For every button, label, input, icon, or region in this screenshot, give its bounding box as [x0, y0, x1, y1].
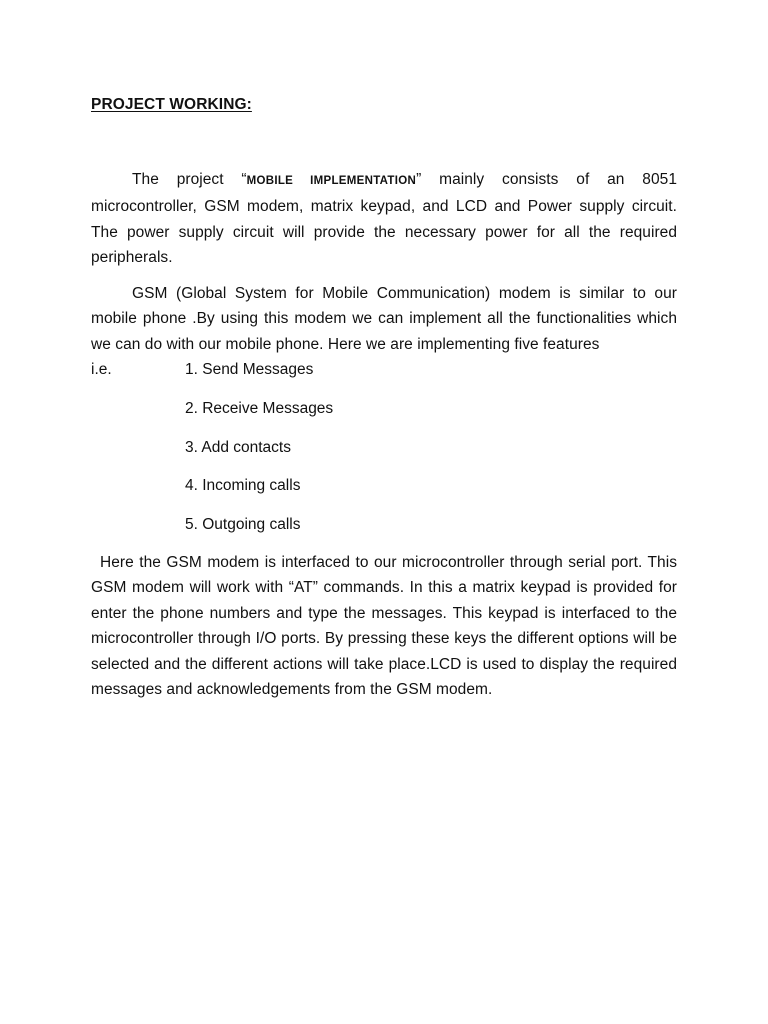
list-item: 5. Outgoing calls — [185, 516, 301, 533]
paragraph-intro — [91, 167, 677, 271]
paragraph-gsm — [91, 281, 677, 357]
paragraph-interface — [91, 550, 677, 702]
list-item: 4. Incoming calls — [185, 477, 301, 494]
list-prefix: i.e. — [91, 361, 112, 378]
paragraph-intro-lead: The project “ — [132, 171, 247, 188]
paragraph-intro-rest: ” mainly consists of an 8051 microcontroller, GSM modem, matrix keypad, and LCD and Power supply circuit. The power supply circuit will provide the necessary power for all the required peripherals. — [91, 171, 677, 267]
list-item: 2. Receive Messages — [185, 400, 334, 417]
page-title: PROJECT WORKING: — [91, 96, 252, 113]
features-list-start — [91, 357, 313, 382]
list-item: 3. Add contacts — [185, 439, 291, 456]
project-name: MOBILE IMPLEMENTATION — [246, 175, 417, 187]
paragraph-gsm-text: GSM (Global System for Mobile Communication) modem is similar to our mobile phone .By using this modem we can implement all the functionalities which we can do with our mobile phone. Here we are implementing five features — [91, 285, 677, 353]
list-item: 1. Send Messages — [185, 361, 314, 378]
paragraph-interface-text: Here the GSM modem is interfaced to our microcontroller through serial port. This GSM modem will work with “AT” commands. In this a matrix keypad is provided for enter the phone numbers and type the messages. This keypad is interfaced to the microcontroller through I/O ports. By pressing these keys the different options will be selected and the different actions will take place.LCD is used to display the required messages and acknowledgements from the GSM modem. — [91, 554, 677, 699]
